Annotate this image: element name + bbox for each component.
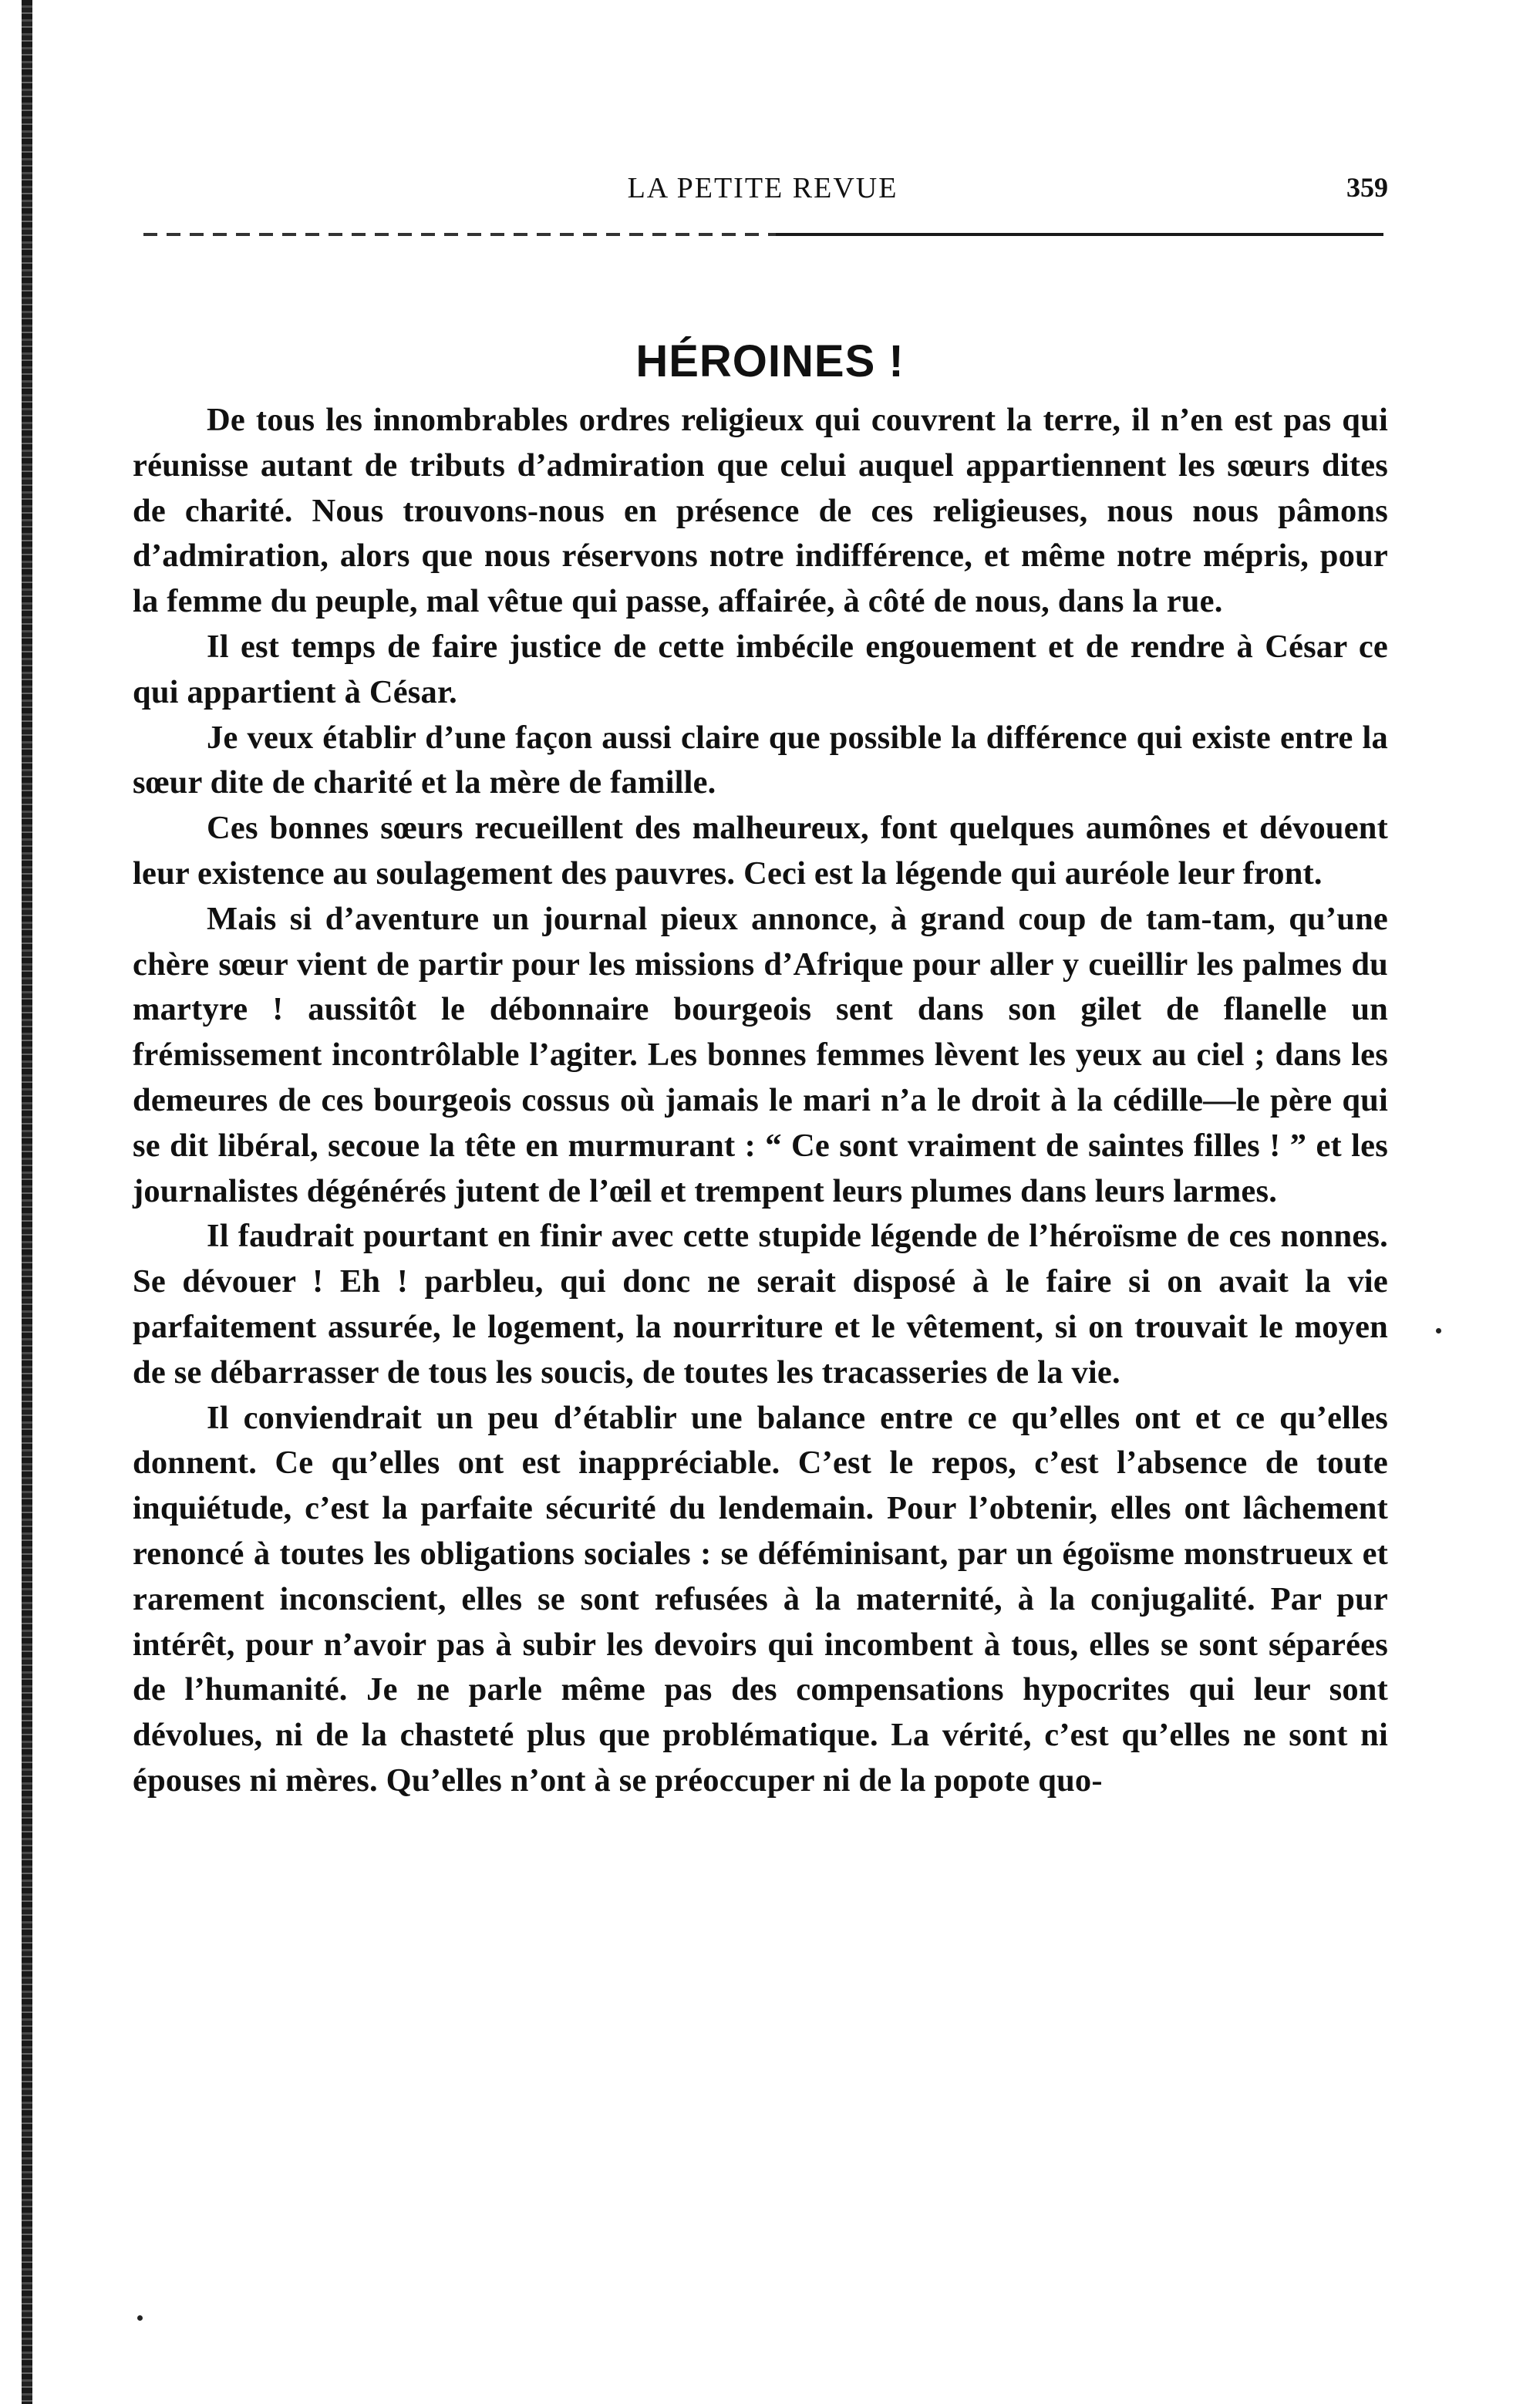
paragraph: Je veux établir d’une façon aussi claire que possible la différence qui existe entre la sœur dite de charité et la mère de famille. xyxy=(133,719,1388,801)
ink-speck xyxy=(1436,1328,1441,1333)
header-rule xyxy=(143,233,1383,236)
paragraph: Ces bonnes sœurs recueillent des malheureux, font quelques aumônes et dévouent leur existence au soulagement des pauvres. Ceci est la légende qui auréole leur front. xyxy=(133,810,1388,892)
paragraph: Il conviendrait un peu d’établir une balance entre ce qu’elles ont et ce qu’elles donnent. Ce qu’elles ont est inappréciable. C’est le repos, c’est l’absence de toute inquiétude, c’est la parfaite sécurité du lendemain. Pour l’obtenir, elles ont lâchement renoncé à toutes les obligations sociales : se déféminisant, par un égoïsme monstrueux et rarement inconscient, elles se sont refusées à la maternité, à la conjugalité. Par pur intérêt, pour n’avoir pas à subir les devoirs qui incombent à tous, elles se sont séparées de l’humanité. Je ne parle même pas des compensations hypocrites qui leur sont dévolues, ni de la chasteté plus que problématique. La vérité, c’est qu’elles ne sont ni épouses ni mères. Qu’elles n’ont à se préoccuper ni de la popote quo- xyxy=(133,1399,1388,1799)
paragraph: De tous les innombrables ordres religieux qui couvrent la terre, il n’en est pas qui réunisse autant de tributs d’admiration que celui auquel appartiennent les sœurs dites de charité. Nous trouvons-nous en présence de ces religieuses, nous nous pâmons d’admiration, alors que nous réservons notre indifférence, et même notre mépris, pour la femme du peuple, mal vêtue qui passe, affairée, à côté de nous, dans la rue. xyxy=(133,402,1388,620)
paragraph: Mais si d’aventure un journal pieux annonce, à grand coup de tam-tam, qu’une chère sœur vient de partir pour les missions d’Afrique pour aller y cueillir les palmes du martyre ! aussitôt le débonnaire bourgeois sent dans son gilet de flanelle un frémissement incontrôlable l’agiter. Les bonnes femmes lèvent les yeux au ciel ; dans les demeures de ces bourgeois cossus où jamais le mari n’a le droit à la cédille—le père qui se dit libéral, secoue la tête en murmurant : “ Ce sont vraiment de saintes filles ! ” et les journalistes dégénérés jutent de l’œil et trempent leurs plumes dans leurs larmes. xyxy=(133,900,1388,1209)
running-header xyxy=(137,171,1388,210)
page-number: 359 xyxy=(1346,172,1388,203)
paragraph: Il est temps de faire justice de cette imbécile engouement et de rendre à César ce qui appartient à César. xyxy=(133,628,1388,710)
article-title: HÉROINES ! xyxy=(635,335,905,386)
running-title: LA PETITE REVUE xyxy=(627,172,898,204)
ink-speck xyxy=(137,2315,143,2321)
article-body xyxy=(133,398,1388,1804)
paragraph: Il faudrait pourtant en finir avec cette stupide légende de l’héroïsme de ces nonnes. Se dévouer ! Eh ! parbleu, qui donc ne serait disposé à le faire si on avait la vie parfaitement assurée, le logement, la nourriture et le vêtement, si on trouvait le moyen de se débarrasser de tous les soucis, de toutes les tracasseries de la vie. xyxy=(133,1218,1388,1391)
